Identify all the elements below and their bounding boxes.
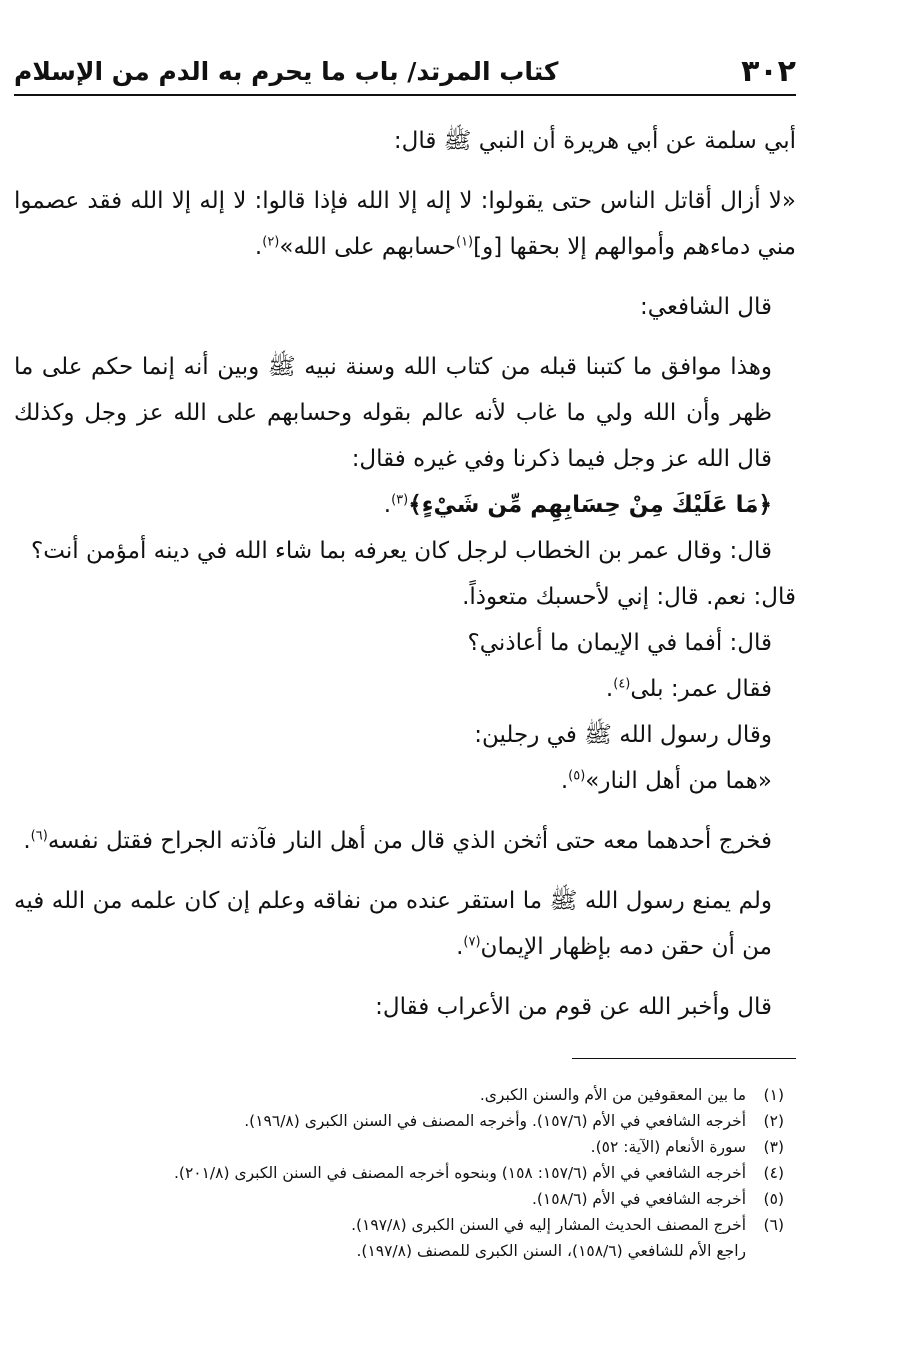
footnote-ref: (٤) — [613, 676, 631, 692]
paragraph-text: وقال رسول الله ﷺ في رجلين: — [474, 722, 772, 748]
paragraph-text: فقال عمر: بلى — [630, 676, 772, 702]
footnote-ref: (٥) — [568, 768, 586, 784]
paragraph — [14, 666, 796, 712]
paragraph — [14, 712, 796, 758]
main-text — [14, 118, 796, 1030]
page-header — [14, 48, 796, 94]
paragraph — [14, 620, 796, 666]
paragraph-text: قال وأخبر الله عن قوم من الأعراب فقال: — [375, 994, 772, 1020]
hadith-paragraph — [14, 178, 796, 270]
paragraph-text: قال: أفما في الإيمان ما أعاذني؟ — [467, 630, 772, 656]
paragraph-text: . — [560, 768, 569, 794]
footnotes — [14, 1082, 784, 1264]
paragraph — [14, 344, 796, 482]
paragraph-text: أبي سلمة عن أبي هريرة أن النبي ﷺ قال: — [393, 128, 796, 154]
footnote-text: سورة الأنعام (الآية: ٥٢). — [590, 1138, 746, 1156]
paragraph — [14, 528, 796, 574]
footnote-number: (٦) — [763, 1216, 784, 1234]
footnote — [14, 1186, 784, 1212]
footnote-number: (١) — [763, 1086, 784, 1104]
footnote — [14, 1160, 784, 1186]
page-number: ٣٠٢ — [741, 53, 796, 89]
paragraph-text: قال: نعم. قال: إني لأحسبك متعوذاً. — [462, 584, 796, 610]
footnote-ref: (١) — [455, 234, 474, 250]
footnote — [14, 1134, 784, 1160]
paragraph — [14, 284, 796, 330]
footnote — [14, 1212, 784, 1238]
footnote-number: (٥) — [763, 1190, 784, 1208]
paragraph-text: حسابهم على الله» — [279, 234, 456, 260]
footnote-ref: (٦) — [30, 828, 48, 844]
paragraph-text: . — [456, 934, 464, 960]
quran-verse: ﴿مَا عَلَيْكَ مِنْ حِسَابِهِم مِّن شَيْءٍ﴾ — [408, 492, 772, 518]
footnote-ref: (٣) — [391, 492, 409, 508]
paragraph-text: . — [23, 828, 31, 854]
paragraph-text: . — [605, 676, 614, 702]
footnote-rule — [572, 1058, 796, 1059]
paragraph-text: «لا أزال أقاتل الناس حتى يقولوا: لا إله إلا الله فإذا قالوا: لا إله إلا الله فقد عصموا مني دماءهم وأموالهم إلا بحقها [و] — [14, 188, 796, 260]
paragraph — [14, 758, 796, 804]
paragraph-text: . — [254, 234, 263, 260]
paragraph-text: . — [383, 492, 392, 518]
verse-paragraph — [14, 482, 796, 528]
footnote-number: (٣) — [763, 1138, 784, 1156]
running-title: كتاب المرتد/ باب ما يحرم به الدم من الإسلام — [14, 56, 559, 86]
footnote-ref: (٧) — [463, 934, 481, 950]
footnote-ref: (٢) — [262, 234, 280, 250]
footnote-text: أخرج المصنف الحديث المشار إليه في السنن الكبرى (١٩٧/٨). — [351, 1216, 746, 1234]
footnote-number: (٢) — [763, 1112, 784, 1130]
footnote-continuation: راجع الأم للشافعي (١٥٨/٦)، السنن الكبرى للمصنف (١٩٧/٨). — [356, 1242, 746, 1260]
paragraph — [14, 574, 796, 620]
footnote-text: أخرجه الشافعي في الأم (١٥٧/٦: ١٥٨) وبنحوه أخرجه المصنف في السنن الكبرى (٢٠١/٨). — [173, 1164, 746, 1182]
paragraph — [14, 118, 796, 164]
paragraph — [14, 984, 796, 1030]
footnote-number: (٤) — [763, 1164, 784, 1182]
paragraph-text: ولم يمنع رسول الله ﷺ ما استقر عنده من نفاقه وعلم إن كان علمه من الله فيه من أن حقن دمه بإظهار الإيمان — [14, 888, 772, 960]
footnote-text: ما بين المعقوفين من الأم والسنن الكبرى. — [479, 1086, 746, 1104]
footnote-text: أخرجه الشافعي في الأم (١٥٨/٦). — [531, 1190, 746, 1208]
footnote — [14, 1082, 784, 1108]
paragraph-text: «هما من أهل النار» — [585, 768, 772, 794]
paragraph-text: قال الشافعي: — [640, 294, 772, 320]
footnote — [14, 1108, 784, 1134]
paragraph-text: قال: وقال عمر بن الخطاب لرجل كان يعرفه بما شاء الله في دينه أمؤمن أنت؟ — [31, 538, 772, 564]
footnote-text: أخرجه الشافعي في الأم (١٥٧/٦). وأخرجه المصنف في السنن الكبرى (١٩٦/٨). — [244, 1112, 746, 1130]
paragraph — [14, 818, 796, 864]
header-rule — [14, 94, 796, 96]
paragraph — [14, 878, 796, 970]
paragraph-text: وهذا موافق ما كتبنا قبله من كتاب الله وسنة نبيه ﷺ وبين أنه إنما حكم على ما ظهر وأن الله ولي ما غاب لأنه عالم بقوله وحسابهم على الله عز وجل وكذلك قال الله عز وجل فيما ذكرنا وفي غيره فقال: — [14, 354, 772, 472]
paragraph-text: فخرج أحدهما معه حتى أثخن الذي قال من أهل النار فآذته الجراح فقتل نفسه — [47, 828, 772, 854]
